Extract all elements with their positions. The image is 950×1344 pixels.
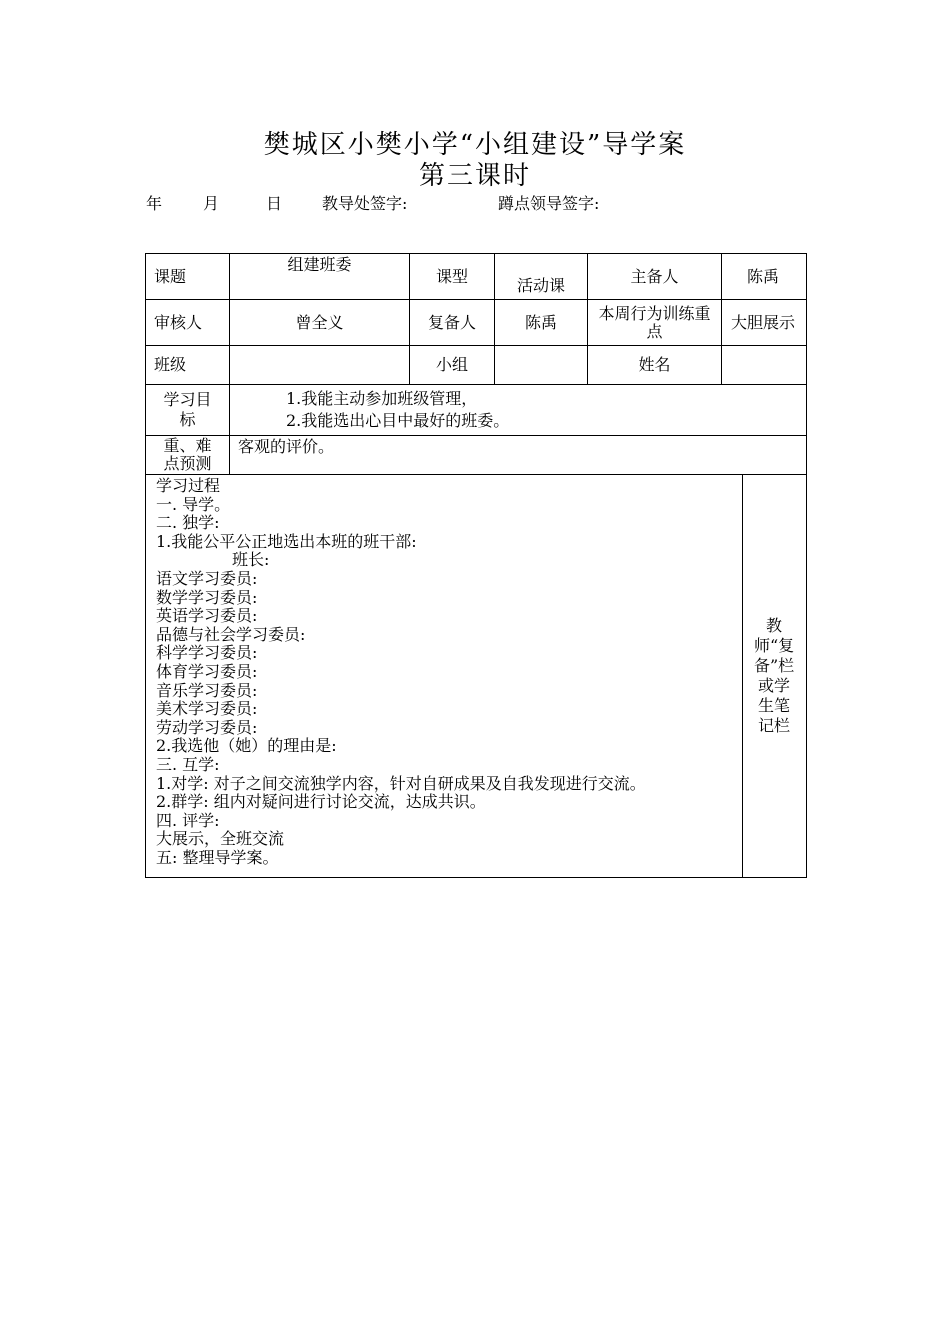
process-line: 语文学习委员: bbox=[156, 568, 258, 588]
process-body bbox=[146, 475, 743, 877]
process-line: 1.我能公平公正地选出本班的班干部: bbox=[156, 531, 417, 551]
process-line: 班长: bbox=[232, 550, 270, 570]
process-line: 劳动学习委员: bbox=[156, 717, 258, 737]
process-line: 音乐学习委员: bbox=[156, 680, 258, 700]
process-line: 数学学习委员: bbox=[156, 587, 258, 607]
group-label: 小组 bbox=[410, 346, 495, 384]
process-line: 学习过程 bbox=[156, 476, 221, 495]
process-line: 体育学习委员: bbox=[156, 661, 258, 681]
goals-list bbox=[230, 385, 805, 435]
topic-label: 课题 bbox=[146, 254, 230, 299]
type-label: 课型 bbox=[410, 254, 495, 299]
lesson-table bbox=[145, 253, 807, 878]
process-line: 大展示，全班交流 bbox=[156, 829, 285, 849]
name-value[interactable] bbox=[722, 346, 804, 384]
table-row bbox=[146, 385, 806, 436]
process-line: 二. 独学: bbox=[156, 513, 220, 533]
process-line: 1.对学: 对子之间交流独学内容，针对自研成果及自我发现进行交流。 bbox=[156, 773, 646, 793]
class-label: 班级 bbox=[146, 346, 230, 384]
process-line: 三. 互学: bbox=[156, 754, 220, 774]
process-line: 2.我选他（她）的理由是: bbox=[156, 736, 337, 756]
year-label: 年 bbox=[146, 194, 163, 213]
preparer-label: 主备人 bbox=[588, 254, 722, 299]
reviewer-label: 审核人 bbox=[146, 300, 230, 345]
goals-label: 学习目标 bbox=[146, 385, 230, 435]
table-row bbox=[146, 254, 806, 300]
name-label: 姓名 bbox=[588, 346, 722, 384]
process-line: 科学学习委员: bbox=[156, 643, 258, 663]
process-line: 四. 评学: bbox=[156, 810, 220, 830]
process-line: 2.群学: 组内对疑问进行讨论交流，达成共识。 bbox=[156, 792, 486, 812]
process-line: 五: 整理导学案。 bbox=[156, 847, 279, 867]
preparer-value: 陈禹 bbox=[746, 266, 779, 286]
month-label: 月 bbox=[203, 194, 220, 213]
focus-label: 本周行为训练重点 bbox=[588, 300, 722, 345]
co-preparer-label: 复备人 bbox=[410, 300, 495, 345]
process-line: 英语学习委员: bbox=[156, 606, 258, 626]
process-line: 一. 导学。 bbox=[156, 494, 231, 514]
class-value[interactable] bbox=[230, 346, 410, 384]
difficulty-value: 客观的评价。 bbox=[238, 437, 335, 456]
goal-item: 1.我能主动参加班级管理， bbox=[286, 389, 478, 408]
notes-column-label: 教师“复备”栏或学生笔记栏 bbox=[754, 616, 795, 735]
office-sign-label: 教导处签字: bbox=[322, 194, 408, 213]
page-title: 樊城区小樊小学“小组建设”导学案 bbox=[263, 130, 687, 160]
notes-column bbox=[743, 475, 805, 877]
goal-item: 2.我能选出心目中最好的班委。 bbox=[286, 411, 510, 430]
process-line: 美术学习委员: bbox=[156, 699, 258, 719]
focus-value: 大胆展示 bbox=[730, 312, 795, 332]
group-value[interactable] bbox=[495, 346, 588, 384]
type-value: 活动课 bbox=[495, 254, 588, 299]
co-preparer-value: 陈禹 bbox=[495, 300, 588, 345]
difficulty-label: 重、难点预测 bbox=[146, 436, 230, 474]
reviewer-value: 曾全义 bbox=[230, 300, 410, 345]
day-label: 日 bbox=[266, 194, 283, 213]
process-line: 品德与社会学习委员: bbox=[156, 624, 306, 644]
leader-sign-label: 蹲点领导签字: bbox=[498, 194, 600, 213]
process-row bbox=[146, 475, 806, 877]
table-row bbox=[146, 346, 806, 385]
topic-value: 组建班委 bbox=[230, 254, 410, 299]
table-row bbox=[146, 300, 806, 346]
table-row bbox=[146, 436, 806, 475]
page-subtitle: 第三课时 bbox=[418, 161, 531, 191]
